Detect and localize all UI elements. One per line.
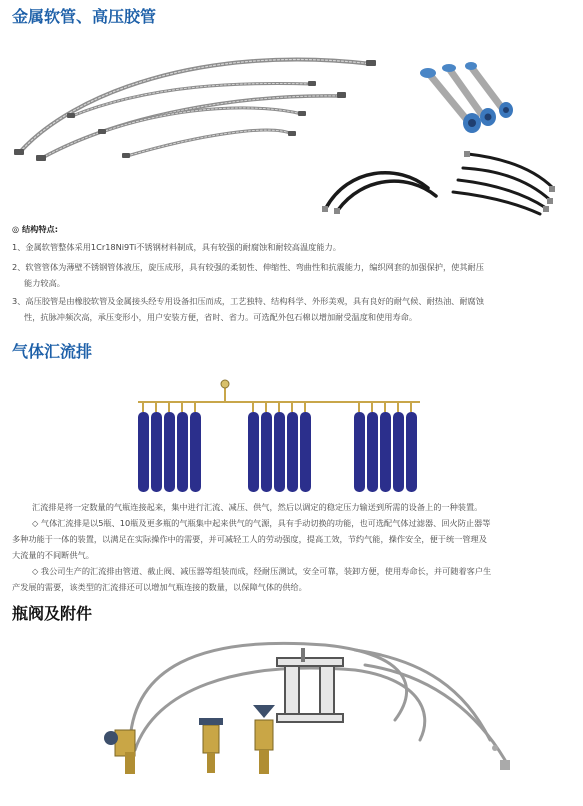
rubber-hoses-image (318, 148, 568, 218)
feature-item-2: 2、软管管体为薄壁不锈钢管体液压，旋压成形，具有较强的柔韧性、伸缩性、弯曲性和抗震能力，编织网套的加强保护，使其耐压 (12, 262, 484, 272)
section-title-valves: 瓶阀及附件 (12, 604, 93, 623)
gas-cylinder (380, 412, 391, 492)
gas-cylinder (393, 412, 404, 492)
gas-cylinder (367, 412, 378, 492)
feature-item-1: 1、金属软管整体采用1Cr18Ni9Ti不锈钢材料制成，具有较强的耐腐蚀和耐较高温度能力。 (12, 242, 341, 252)
manifold-para-2: ◇ 气体汇流排是以5瓶、10瓶及更多瓶的气瓶集中起来供气的气源，具有手动切换的功能，也可选配气体过滤器、回火防止器等 (32, 518, 491, 528)
feature-item-3: 3、高压胶管是由橡胶软管及金属接头经专用设备扣压而成，工艺独特、结构科学、外形美观，具有良好的耐气候、耐热油、耐腐蚀 (12, 296, 484, 306)
gas-cylinder (274, 412, 285, 492)
feature-item-3-cont: 性，抗脉冲频次高，承压变形小，用户安装方便，省时、省力。可选配外包石棉以增加耐受温度和使用寿命。 (24, 312, 418, 322)
section-title-hoses: 金属软管、高压胶管 (12, 7, 157, 26)
gas-cylinder (261, 412, 272, 492)
gas-manifold-image (130, 374, 430, 494)
gas-cylinder (151, 412, 162, 492)
gas-cylinder (164, 412, 175, 492)
gas-cylinder (300, 412, 311, 492)
gas-cylinder (406, 412, 417, 492)
gas-cylinder (287, 412, 298, 492)
feature-item-2-cont: 能力较高。 (24, 278, 65, 288)
manifold-para-2b: 多种功能于一体的装置，以满足在实际操作中的需要，并可减轻工人的劳动强度，提高工效，节约气能，操作安全，便于统一管理及 (12, 534, 487, 544)
gas-cylinder (190, 412, 201, 492)
manifold-para-3: ◇ 我公司生产的汇流排由管道、截止阀、减压器等组装而成，经耐压测试，安全可靠，装卸方便，使用寿命长，并可随着客户生 (32, 566, 492, 576)
section-title-manifold: 气体汇流排 (12, 342, 93, 361)
manifold-para-2c: 大流量的不间断供气。 (12, 550, 94, 560)
flanged-hoses-image (412, 60, 522, 135)
gas-cylinder (138, 412, 149, 492)
gas-cylinder (248, 412, 259, 492)
valves-accessories-image (95, 630, 525, 800)
manifold-intro: 汇流排是将一定数量的气瓶连接起来，集中进行汇流、减压、供气，然后以调定的稳定压力输送到所需的设备上的一种装置。 (32, 502, 483, 512)
gas-cylinder (177, 412, 188, 492)
manifold-para-3b: 产发展的需要，该类型的汇流排还可以增加气瓶连接的数量，以保障气体的供给。 (12, 582, 307, 592)
features-heading: ◎ 结构特点: (12, 224, 59, 234)
gas-cylinder (354, 412, 365, 492)
